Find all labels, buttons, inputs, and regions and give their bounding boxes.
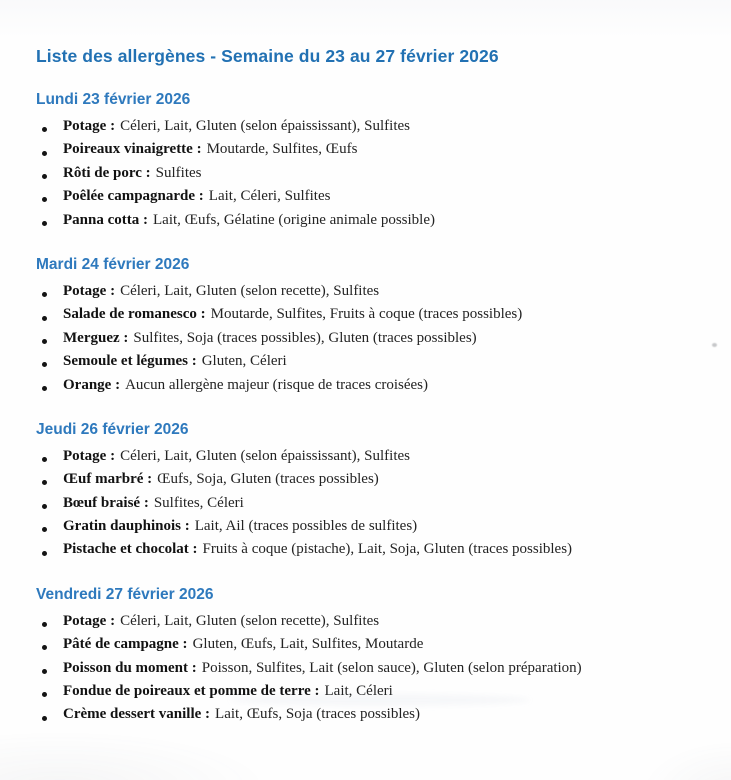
page-title: Liste des allergènes - Semaine du 23 au 27 février 2026 bbox=[36, 46, 499, 66]
bullet-icon bbox=[42, 527, 47, 532]
dish-name: Potage : bbox=[63, 447, 116, 464]
allergen-text: Céleri, Lait, Gluten (selon épaississant), Sulfites bbox=[120, 118, 411, 134]
allergen-text: Céleri, Lait, Gluten (selon recette), Sulfites bbox=[120, 612, 380, 629]
allergen-text: Céleri, Lait, Gluten (selon recette), Sulfites bbox=[120, 282, 380, 299]
bullet-icon bbox=[42, 127, 47, 132]
allergen-text: Sulfites bbox=[155, 164, 202, 181]
bullet-icon bbox=[42, 716, 47, 721]
list-item bbox=[36, 683, 731, 706]
allergen-text: Lait, Ail (traces possibles de sulfites) bbox=[194, 518, 418, 535]
dish-name: Pistache et chocolat : bbox=[63, 541, 198, 558]
bullet-icon bbox=[42, 645, 47, 650]
dish-name: Fondue de poireaux et pomme de terre : bbox=[63, 683, 320, 700]
dish-name: Semoule et légumes : bbox=[63, 353, 197, 370]
list-item bbox=[36, 448, 731, 471]
day-heading-vendredi: Vendredi 27 février 2026 bbox=[36, 585, 214, 603]
section-vendredi bbox=[0, 586, 731, 730]
list-item bbox=[36, 495, 731, 518]
list-item bbox=[36, 188, 731, 211]
bullet-icon bbox=[42, 292, 47, 297]
bullet-icon bbox=[42, 362, 47, 367]
allergen-text: Lait, Céleri bbox=[324, 683, 393, 700]
dish-name: Salade de romanesco : bbox=[63, 306, 206, 323]
dish-name: Poireaux vinaigrette : bbox=[63, 141, 202, 158]
section-lundi bbox=[0, 91, 731, 235]
list-item bbox=[36, 330, 731, 353]
dish-name: Merguez : bbox=[63, 329, 129, 346]
list-item bbox=[36, 471, 731, 494]
dish-name: Potage : bbox=[63, 612, 116, 629]
dish-name: Crème dessert vanille : bbox=[63, 706, 211, 723]
list-item bbox=[36, 165, 731, 188]
scan-shadow-bottom-right bbox=[640, 740, 731, 780]
bullet-icon bbox=[42, 692, 47, 697]
dish-name: Bœuf braisé : bbox=[63, 494, 149, 511]
scan-shadow-bottom-left bbox=[0, 730, 270, 780]
allergen-text: Céleri, Lait, Gluten (selon épaississant), Sulfites bbox=[120, 447, 411, 464]
list-item bbox=[36, 636, 731, 659]
list-item bbox=[36, 118, 731, 141]
allergen-text: Aucun allergène majeur (risque de traces croisées) bbox=[125, 376, 428, 393]
allergen-text: Lait, Céleri, Sulfites bbox=[208, 188, 331, 205]
list-item bbox=[36, 706, 731, 729]
section-jeudi bbox=[0, 421, 731, 565]
bullet-icon bbox=[42, 480, 47, 485]
allergen-text: Sulfites, Céleri bbox=[153, 494, 244, 511]
bullet-icon bbox=[42, 622, 47, 627]
allergen-list-jeudi bbox=[36, 448, 731, 565]
allergen-text: Sulfites, Soja (traces possibles), Gluten (traces possibles) bbox=[133, 329, 477, 346]
list-item bbox=[36, 660, 731, 683]
bullet-icon bbox=[42, 457, 47, 462]
list-item bbox=[36, 283, 731, 306]
dish-name: Rôti de porc : bbox=[63, 164, 151, 181]
list-item bbox=[36, 212, 731, 235]
bullet-icon bbox=[42, 174, 47, 179]
allergen-text: Gluten, Céleri bbox=[201, 353, 287, 370]
day-heading-jeudi: Jeudi 26 février 2026 bbox=[36, 420, 189, 438]
scan-tint bbox=[0, 0, 731, 40]
dish-name: Poêlée campagnarde : bbox=[63, 188, 204, 205]
list-item bbox=[36, 541, 731, 564]
bullet-icon bbox=[42, 386, 47, 391]
list-item bbox=[36, 518, 731, 541]
list-item bbox=[36, 377, 731, 400]
allergen-text: Poisson, Sulfites, Lait (selon sauce), Gluten (selon préparation) bbox=[201, 659, 582, 676]
allergen-text: Lait, Œufs, Gélatine (origine animale possible) bbox=[153, 211, 436, 228]
allergen-text: Moutarde, Sulfites, Œufs bbox=[206, 141, 358, 158]
dish-name: Orange : bbox=[63, 376, 121, 393]
day-heading-lundi: Lundi 23 février 2026 bbox=[36, 91, 191, 108]
dish-name: Pâté de campagne : bbox=[63, 636, 188, 653]
list-item bbox=[36, 353, 731, 376]
day-heading-mardi: Mardi 24 février 2026 bbox=[36, 255, 190, 273]
dish-name: Panna cotta : bbox=[63, 211, 148, 228]
dish-name: Œuf marbré : bbox=[63, 471, 153, 488]
bullet-icon bbox=[42, 221, 47, 226]
allergen-text: Lait, Œufs, Soja (traces possibles) bbox=[215, 706, 421, 723]
allergen-text: Gluten, Œufs, Lait, Sulfites, Moutarde bbox=[192, 636, 424, 653]
section-mardi bbox=[0, 256, 731, 400]
bullet-icon bbox=[42, 551, 47, 556]
list-item bbox=[36, 306, 731, 329]
dish-name: Potage : bbox=[63, 282, 116, 299]
allergen-text: Fruits à coque (pistache), Lait, Soja, Gluten (traces possibles) bbox=[202, 541, 573, 558]
allergen-text: Œufs, Soja, Gluten (traces possibles) bbox=[157, 471, 379, 488]
allergen-list-vendredi bbox=[36, 613, 731, 730]
dish-name: Potage : bbox=[63, 118, 116, 134]
dish-name: Poisson du moment : bbox=[63, 659, 197, 676]
bullet-icon bbox=[42, 504, 47, 509]
allergen-list-lundi bbox=[36, 118, 731, 235]
bullet-icon bbox=[42, 669, 47, 674]
dish-name: Gratin dauphinois : bbox=[63, 518, 190, 535]
bullet-icon bbox=[42, 151, 47, 156]
bullet-icon bbox=[42, 197, 47, 202]
allergen-list-mardi bbox=[36, 283, 731, 400]
bullet-icon bbox=[42, 339, 47, 344]
allergen-text: Moutarde, Sulfites, Fruits à coque (traces possibles) bbox=[210, 306, 523, 323]
list-item bbox=[36, 141, 731, 164]
list-item bbox=[36, 613, 731, 636]
bullet-icon bbox=[42, 316, 47, 321]
